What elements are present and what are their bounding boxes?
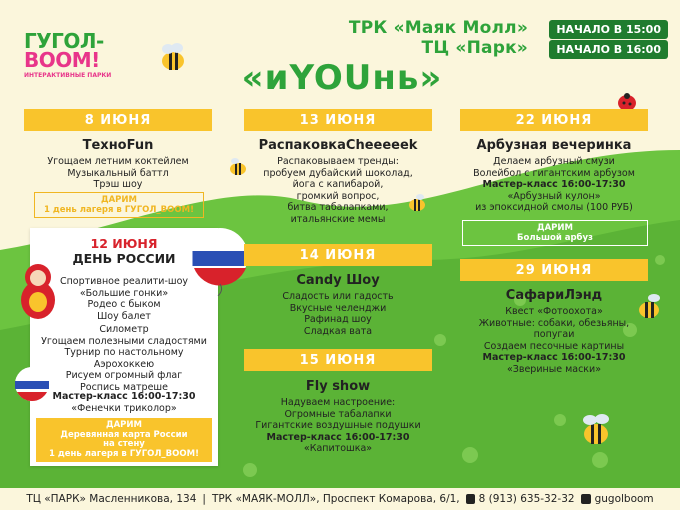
logo-subtitle: ИНТЕРАКТИВНЫЕ ПАРКИ <box>24 72 112 79</box>
venue-mayak: ТРК «Маяк Молл» <box>348 18 528 38</box>
event-desc-jun13: Распаковываем тренды: пробуем дубайский шоколад, йога с капибарой, громкий вопрос, битва табалапками, итальянские мемы <box>263 156 413 225</box>
event-title-jun29: СафариЛэнд <box>505 288 603 303</box>
social-handle[interactable]: gugolboom <box>594 493 654 505</box>
date-tag-jun29: 29 ИЮНЯ <box>460 259 648 281</box>
address-mayak: ТРК «МАЯК-МОЛЛ», Проспект Комарова, 6/1, <box>211 493 460 505</box>
date-label-jun12: 12 ИЮНЯ <box>90 236 158 251</box>
date-tag-jun8: 8 ИЮНЯ <box>24 109 212 131</box>
page-title: «иYOUнь» <box>241 58 443 98</box>
russian-flag-balloon-icon <box>190 226 250 296</box>
event-desc-jun22: Делаем арбузный смузи Волейбол с гигантским арбузом Мастер-класс 16:00-17:30 «Арбузный кулон» из эпоксидной смолы (100 РУБ) <box>473 156 635 213</box>
logo-line2: BOOM! <box>24 48 100 72</box>
date-tag-jun14: 14 ИЮНЯ <box>244 244 432 266</box>
master-class-jun12: Мастер-класс 16:00-17:30 «Фенечки триколор» <box>52 391 196 414</box>
date-tag-jun22: 22 ИЮНЯ <box>460 109 648 131</box>
gift-box-jun8: ДАРИМ 1 день лагеря в ГУГОЛ_BOOM! <box>34 192 204 218</box>
phone-icon <box>466 494 475 504</box>
russian-flag-balloon-icon <box>12 364 52 404</box>
time-badge-mayak: НАЧАЛО В 15:00 <box>549 20 668 39</box>
event-desc-jun8: Угощаем летним коктейлем Музыкальный баттл Трэш шоу <box>47 156 189 190</box>
event-title-jun8: ТехноFun <box>82 138 154 153</box>
date-tag-jun13: 13 ИЮНЯ <box>244 109 432 131</box>
gift-box-jun12: ДАРИМ Деревянная карта России на стену 1 день лагеря в ГУГОЛ_BOOM! <box>36 418 212 462</box>
logo-line1: ГУГОЛ- <box>24 29 104 53</box>
date-tag-jun15: 15 ИЮНЯ <box>244 349 432 371</box>
event-title-jun22: Арбузная вечеринка <box>476 138 632 153</box>
phone-number[interactable]: 8 (913) 635-32-32 <box>478 493 575 505</box>
event-desc-jun12-a: Спортивное реалити-шоу «Большие гонки» Родео с быком Шоу балет <box>59 276 189 322</box>
event-title-jun14: Candy Шоу <box>296 273 380 288</box>
footer-separator: | <box>202 493 206 505</box>
event-title-jun12: ДЕНЬ РОССИИ <box>72 251 176 266</box>
bee-icon <box>576 410 616 450</box>
bee-icon <box>155 40 191 76</box>
brand-logo <box>24 29 124 84</box>
footer-contacts <box>0 488 680 510</box>
event-title-jun15: Fly show <box>305 379 371 394</box>
vk-icon <box>581 494 591 504</box>
address-park: ТЦ «ПАРК» Масленникова, 134 <box>26 493 197 505</box>
event-desc-jun12-b: Силометр Угощаем полезными сладостями Турнир по настольному Аэрохоккею Рисуем огромный флаг Роспись матреше <box>41 324 207 393</box>
time-badge-park: НАЧАЛО В 16:00 <box>549 40 668 59</box>
event-title-jun13: РаспаковкаCheeeeek <box>258 138 418 153</box>
matryoshka-icon <box>18 262 58 320</box>
venue-park: ТЦ «Парк» <box>421 38 528 58</box>
gift-box-jun22: ДАРИМ Большой арбуз <box>462 220 648 246</box>
event-desc-jun15: Надуваем настроение: Огромные табалапки Гигантские воздушные подушки Мастер-класс 16:00-17:30 «Капитошка» <box>255 397 421 454</box>
event-desc-jun29: Квест «Фотоохота» Животные: собаки, обезьяны, попугаи Создаем песочные картины Мастер-класс 16:00-17:30 «Звериные маски» <box>478 306 630 375</box>
event-desc-jun14: Сладость или гадость Вкусные челенджи Рафинад шоу Сладкая вата <box>282 291 394 337</box>
